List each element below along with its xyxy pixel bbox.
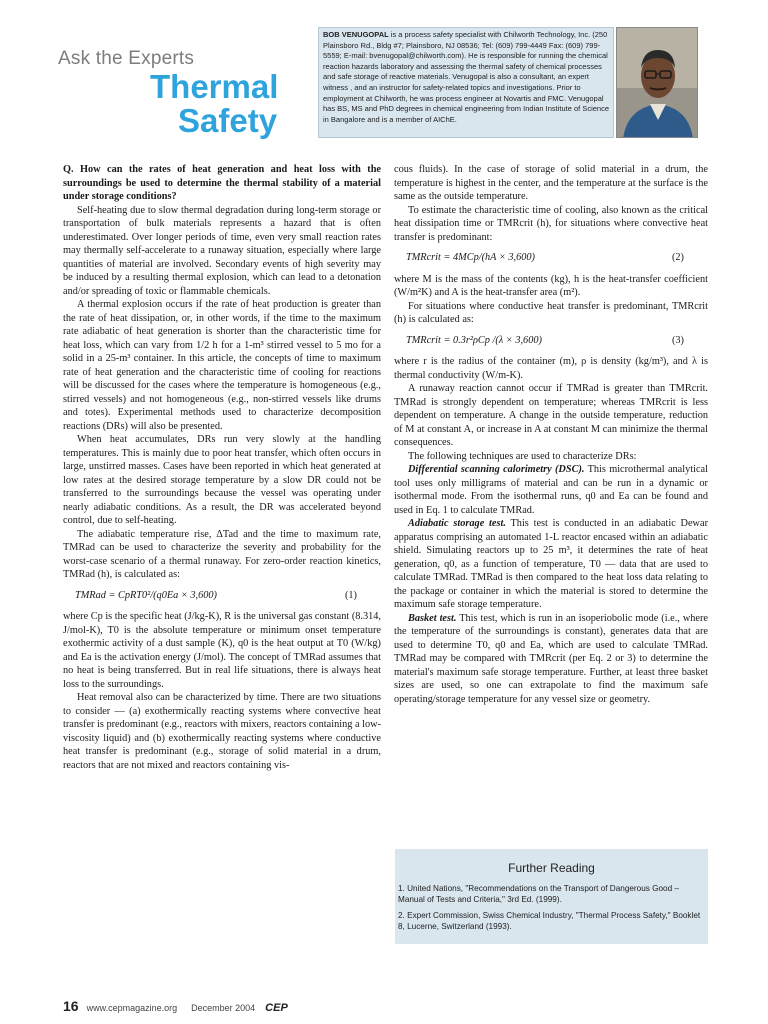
page-footer bbox=[63, 998, 288, 1014]
footer-url: www.cepmagazine.org bbox=[86, 1003, 178, 1013]
section-kicker: Ask the Experts bbox=[58, 48, 195, 69]
paragraph: where Cp is the specific heat (J/kg-K), R is the universal gas constant (8.314, J/mol-K), T0 is the absolute temperature or minimum onset temperature exothermic activity of a dust sample (K), q0 is the heat output at T0 (W/kg) and Ea is the activation energy (J/mol). The concept of TMRad assumes that no heat is being transferred. But in real life situations, there is always heat loss to the surroundings. bbox=[63, 611, 381, 690]
paragraph: The adiabatic temperature rise, ΔTad and the time to maximum rate, TMRad can be used to characterize the severity and probability for the worst-case scenario of a thermal runaway. For zero-order reaction kinetics, TMRad (h), is calculated as: bbox=[63, 528, 381, 580]
paragraph: To estimate the characteristic time of cooling, also known as the critical heat dissipation time or TMRcrit (h), for situations where convective heat transfer is predominant: bbox=[394, 204, 708, 243]
equation-2-number: (2) bbox=[671, 252, 684, 263]
question-heading: Q. How can the rates of heat generation and heat loss with the surroundings be used to determine the thermal stability of a material under storage conditions? bbox=[63, 164, 381, 202]
paragraph-basket bbox=[394, 612, 708, 707]
article-column-left bbox=[63, 163, 381, 953]
paragraph: where M is the mass of the contents (kg), h is the heat-transfer coefficient (W/m²K) and A is the heat-transfer area (m²). bbox=[394, 273, 708, 298]
page-number: 16 bbox=[63, 998, 79, 1014]
article-title-line-1: Thermal bbox=[150, 68, 279, 105]
reference-item: 1. United Nations, "Recommendations on the Transport of Dangerous Good – Manual of Tests and Criteria," 3rd Ed. (1999). bbox=[398, 884, 679, 904]
paragraph: cous fluids). In the case of storage of solid material in a drum, the temperature is highest in the center, and the temperature at the surface is the same as the outside temperature. bbox=[394, 164, 708, 202]
paragraph: A thermal explosion occurs if the rate of heat production is greater than the rate of heat dissipation, or, in other words, if the time to the maximum rate adiabatic of heat generation is shorter than the characteristic time for heat loss, which can vary from 1/2 h for a 1-m³ stirred vessel to 5 mo for a solid in a 25-m³ container. In this article, the concepts of time to maximum rate of heat generation and the characteristic time of cooling for reactions will be discussed for the cases where the temperature is homogeneous (e.g., stirred vessels) and not homogeneous (e.g., non-stirred vessels like drums and totes). Experimental methods used to characterize decomposition reactions (DRs) will also be presented. bbox=[63, 299, 381, 432]
equation-2 bbox=[394, 251, 708, 265]
further-reading-list bbox=[398, 883, 704, 937]
footer-date: December 2004 bbox=[191, 1003, 256, 1013]
adiabatic-text: This test is conducted in an adiabatic Dewar apparatus comprising an automated 1-L reactor encased within an adiabatic shield. Simulating reactors up to 25 m³, it determines the rate of heat generation, q0, as a function of temperature, T0 — data that are used to calculate TMRad. TMRad is then compared to the heat loss data relating to the package or container in which the material is stored to determine the maximum safe storage temperature. bbox=[394, 518, 708, 610]
paragraph: where r is the radius of the container (m), ρ is density (kg/m³), and λ is thermal conductivity (W/m-K). bbox=[394, 356, 708, 381]
dsc-text: This microthermal analytical tool uses only milligrams of material and can be run in a dynamic or isothermal mode. From the isothermal runs, q0 and Ea can be found and used in Eq. 1 to calculate TMRad. bbox=[394, 464, 708, 516]
adiabatic-heading: Adiabatic storage test. bbox=[408, 518, 506, 529]
paragraph: For situations where conductive heat transfer is predominant, TMRcrit (h) is calculated as: bbox=[394, 300, 708, 325]
paragraph: Self-heating due to slow thermal degradation during long-term storage or transportation of bulk materials represents a hazard that is often underestimated. Over longer periods of time, even very small reaction rates may thermally self-accelerate to a runaway situation, especially where large quantities of material are involved. Secondary events of high severity may be induced by a resulting thermal explosion, which can lead to a detonation and/or spreading of toxic or flammable chemicals. bbox=[63, 204, 381, 297]
equation-1-body: TMRad = CpRT0²/(q0Ea × 3,600) bbox=[75, 589, 217, 601]
paragraph-dsc bbox=[394, 463, 708, 517]
article-title-line-2: Safety bbox=[178, 102, 278, 139]
further-reading-box bbox=[395, 849, 708, 944]
author-photo bbox=[616, 27, 698, 138]
equation-3-number: (3) bbox=[671, 334, 684, 346]
author-name: BOB VENUGOPAL bbox=[323, 30, 389, 39]
paragraph: A runaway reaction cannot occur if TMRad is greater than TMRcrit. TMRad is strongly dependent on temperature; whereas TMRcrit is less dependent on temperature. A change in the outside temperature, reduction of M at constant A, or increase in A at constant M can minimize the thermal consequences. bbox=[394, 383, 708, 448]
equation-3-body: TMRcrit = 0.3r²ρCp /(λ × 3,600) bbox=[406, 334, 542, 346]
basket-heading: Basket test. bbox=[408, 612, 457, 624]
further-reading-title: Further Reading bbox=[508, 861, 595, 875]
author-bio-text: is a process safety specialist with Chilworth Technology, Inc. (250 Plainsboro Rd., Bldg #7; Plainsboro, NJ 08536; Tel: (609) 799-4449 Fax: (609) 799-5559; E-mail: bvenugopal@chilworth.com). He is responsible for running the chemical reaction hazards laboratory and assessing the thermal safety of chemical processes and safe storage of reactive materials. Venugopal is also a consultant, an expert witness , and an instructor for safety-related topics and investigations. Prior to employment at Chilworth, he was process engineer at Novartis and FMC. Venugopal has BS, MS and PhD degrees in chemical engineering from Indian Institute of Science in Bangalore and is a member of AIChE. bbox=[323, 30, 609, 124]
reference-item: 2. Expert Commission, Swiss Chemical Industry, "Thermal Process Safety," Booklet 8, Lucerne, Switzerland (1993). bbox=[398, 911, 701, 931]
equation-1-number: (1) bbox=[344, 589, 357, 601]
equation-1 bbox=[63, 589, 381, 603]
basket-text: This test, which is run in an isoperiobolic mode (i.e., where the temperature of the surroundings is constant), generates data that are used to determine T0, q0 and Ea, which are used to calculate TMRad. TMRad may be compared with TMRcrit (per Eq. 2 or 3) to determine the material's maximum safe storage temperature. Further, at least three basket sizes are used, so one can extrapolate to find the maximum safe operating/storage temperature for any vessel size or geometry. bbox=[394, 612, 708, 705]
equation-2-body: TMRcrit = 4MCp/(hA × 3,600) bbox=[406, 252, 535, 263]
paragraph-adiabatic bbox=[394, 517, 708, 612]
author-portrait-image bbox=[617, 28, 698, 138]
paragraph: Heat removal also can be characterized by time. There are two situations to consider — (a) exothermically reacting systems where convective heat transfer is predominant (e.g., reactors with mixers, reactors containing a low-viscosity liquid) and (b) exothermically reacting systems where conductive heat transfer is predominant (e.g., storage of solid material in a drum, reactors that are not mixed and reactors containing vis- bbox=[63, 692, 381, 771]
article-column-right bbox=[394, 163, 708, 853]
magazine-logo: CEP bbox=[265, 1002, 288, 1014]
dsc-heading: Differential scanning calorimetry (DSC). bbox=[408, 464, 585, 475]
paragraph: When heat accumulates, DRs run very slowly at the handling temperatures. This is mainly due to poor heat transfer, which often occurs in large, unstirred masses. Cases have been reported in which heat generated at low rates at the desired storage temperature by a slow DR could not be transferred to the surroundings because the vessel was operating under nearly adiabatic conditions. As a result, the DR was accelerated beyond control, due to self-heating. bbox=[63, 434, 381, 526]
author-bio-box bbox=[318, 27, 614, 138]
paragraph: The following techniques are used to characterize DRs: bbox=[408, 450, 637, 462]
equation-3 bbox=[394, 334, 708, 348]
